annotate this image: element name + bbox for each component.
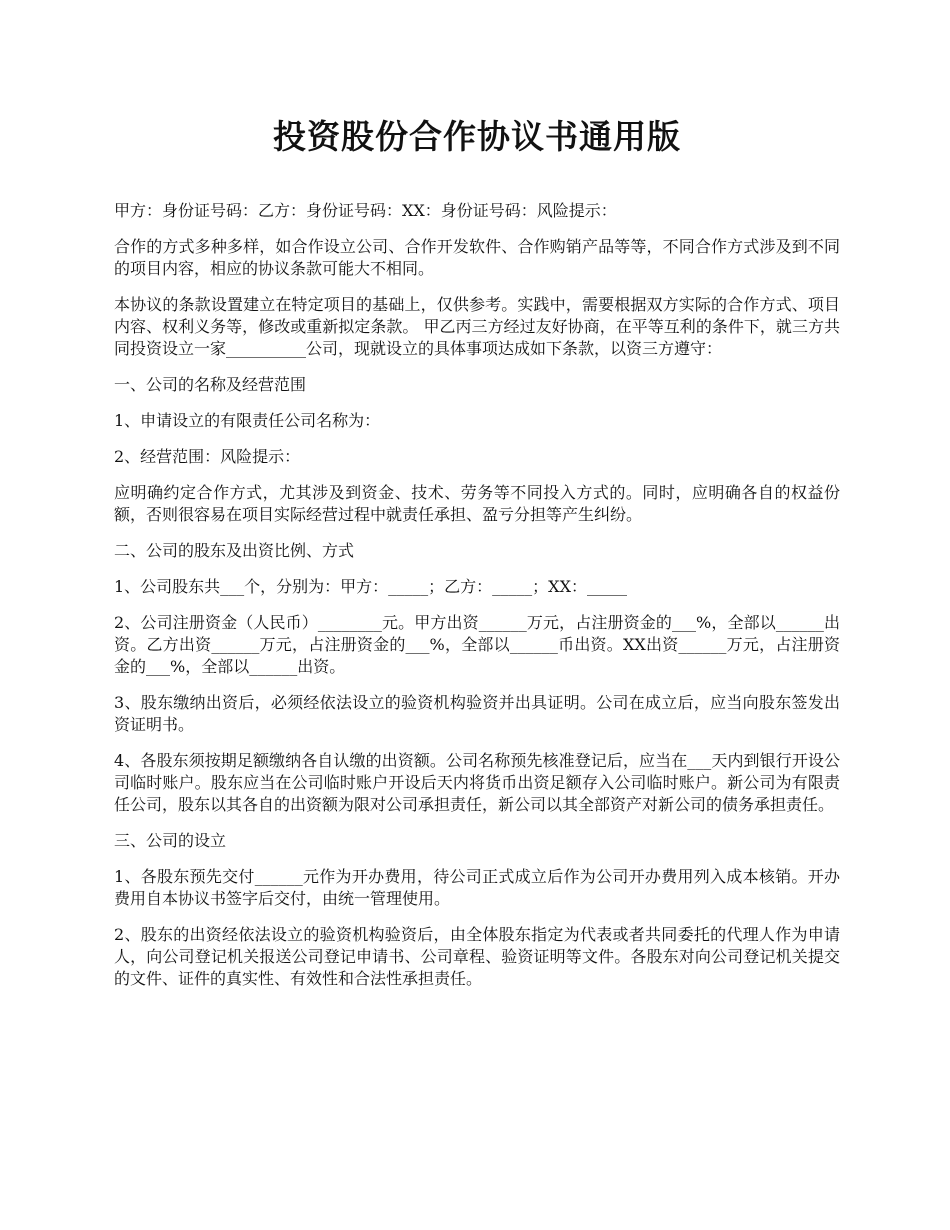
agreement-basis-paragraph: 本协议的条款设置建立在特定项目的基础上，仅供参考。实践中，需要根据双方实际的合作方式、项目内容、权利义务等，修改或重新拟定条款。 甲乙丙三方经过友好协商，在平等互利的条件下，就三方共同投资设立一家__________公司，现就设立的具体事项达成如下条款，以资三方遵守：	[114, 295, 840, 358]
clause-3-2: 2、股东的出资经依法设立的验资机构验资后，由全体股东指定为代表或者共同委托的代理人作为申请人，向公司登记机关报送公司登记申请书、公司章程、验资证明等文件。各股东对向公司登记机关提交的文件、证件的真实性、有效性和合法性承担责任。	[114, 925, 840, 988]
clause-2-3: 3、股东缴纳出资后，必须经依法设立的验资机构验资并出具证明。公司在成立后，应当向股东签发出资证明书。	[114, 693, 840, 734]
section-heading-3: 三、公司的设立	[114, 831, 227, 850]
section-heading-2: 二、公司的股东及出资比例、方式	[114, 541, 355, 560]
clause-1-2: 2、经营范围：风险提示：	[114, 447, 301, 466]
parties-paragraph: 甲方：身份证号码：乙方：身份证号码：XX：身份证号码：风险提示：	[114, 201, 617, 220]
section-heading-1: 一、公司的名称及经营范围	[114, 375, 307, 394]
clause-2-4: 4、各股东须按期足额缴纳各自认缴的出资额。公司名称预先核准登记后，应当在___天内到银行开设公司临时账户。股东应当在公司临时账户开设后天内将货币出资足额存入公司临时账户。新公司为有限责任公司，股东以其各自的出资额为限对公司承担责任，新公司以其全部资产对新公司的债务承担责任。	[114, 751, 840, 814]
risk-note-paragraph: 应明确约定合作方式，尤其涉及到资金、技术、劳务等不同投入方式的。同时，应明确各自的权益份额，否则很容易在项目实际经营过程中就责任承担、盈亏分担等产生纠纷。	[114, 483, 840, 524]
cooperation-methods-paragraph: 合作的方式多种多样，如合作设立公司、合作开发软件、合作购销产品等等，不同合作方式涉及到不同的项目内容，相应的协议条款可能大不相同。	[114, 237, 840, 278]
clause-2-1: 1、公司股东共___个，分别为：甲方：_____；乙方：_____；XX：_____	[114, 577, 627, 596]
clause-2-2: 2、公司注册资金（人民币）________元。甲方出资______万元，占注册资金的___%，全部以______出资。乙方出资______万元，占注册资金的___%，全部以______币出资。XX出资______万元，占注册资金的___%，全部以______出资。	[114, 613, 840, 676]
document-title: 投资股份合作协议书通用版	[273, 117, 681, 156]
clause-1-1: 1、申请设立的有限责任公司名称为：	[114, 411, 381, 430]
document-page	[114, 112, 840, 1004]
clause-3-1: 1、各股东预先交付______元作为开办费用，待公司正式成立后作为公司开办费用列入成本核销。开办费用自本协议书签字后交付，由统一管理使用。	[114, 867, 840, 908]
